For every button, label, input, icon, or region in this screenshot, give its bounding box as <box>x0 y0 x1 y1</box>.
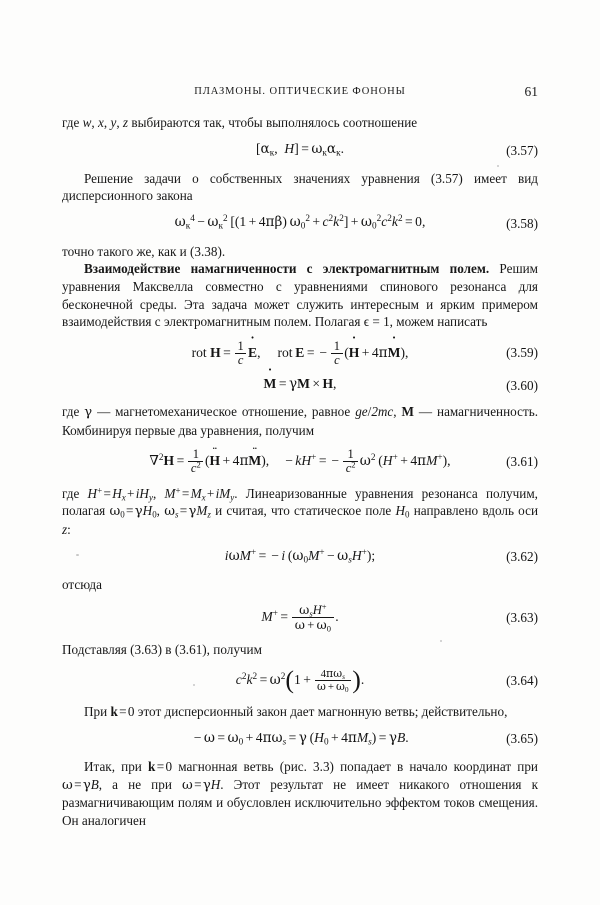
scan-speck <box>193 684 195 686</box>
equation-3-65-body: − $\omega = \omega_0 + 4\pi\omega_s = \gamma$ $(H_0 + 4\pi M_s) = \gamma B$. <box>193 729 409 747</box>
equation-3-62-tag: (3.62) <box>506 549 538 565</box>
paragraph-4-rest: Решим уравнения Максвелла совместно с уравнениями спинового резонанса для бесконечной среды. Эта задача может служить интересным и ярким примером взаимодействия с электромагнитным полем. Полагая ϵ = 1, можем написать <box>62 261 539 330</box>
paragraph-7: отсюда <box>62 577 102 593</box>
equation-3-59-tag: (3.59) <box>506 345 538 361</box>
equation-3-59 <box>62 340 538 367</box>
equation-3-61 <box>62 448 538 475</box>
paragraph-5: где γ — магнетомеханическое отношение, равное ge/2mc, M — намагниченность. Комбинируя первые два уравнения, получим <box>62 404 539 438</box>
equation-3-57-body: [$\alpha_к$, $H] = \omega_к\alpha_к$. <box>255 140 344 158</box>
running-head-title: ПЛАЗМОНЫ. ОПТИЧЕСКИЕ ФОНОНЫ <box>194 86 406 97</box>
equation-3-60-body: M ˙ = γM × H, <box>264 376 337 393</box>
equation-3-65 <box>62 729 538 749</box>
scan-speck <box>76 554 79 556</box>
equation-3-62 <box>62 547 538 567</box>
page-number: 61 <box>524 84 538 99</box>
equation-3-60-tag: (3.60) <box>506 377 538 393</box>
equation-3-57-tag: (3.57) <box>506 142 538 158</box>
equation-3-57 <box>62 141 538 161</box>
equation-3-63 <box>62 603 538 632</box>
equation-3-61-tag: (3.61) <box>506 453 538 469</box>
equation-3-63-body: M+ = $\frac{\omega_sH^+}{\omega + \omega_0}$ . <box>261 601 339 634</box>
equation-3-64-tag: (3.64) <box>506 672 538 688</box>
scan-speck <box>440 640 442 642</box>
page-content <box>62 86 538 830</box>
paragraph-4 <box>62 260 538 330</box>
equation-3-65-tag: (3.65) <box>506 730 538 746</box>
equation-3-59-body: rot H = $\frac{1}{c}$ E ˙, rot E = − $\frac{1}{c}$ (H ˙ + 4πM ˙), <box>192 340 409 367</box>
equation-3-62-body: iωM+ = − i $(\omega_0M^+ - \omega_sH^+)$; <box>224 546 376 565</box>
equation-3-60 <box>62 376 538 396</box>
equation-3-64-body: $c^2k^2 = \omega^2(1$ + $\frac{4\pi\omega_s}{\omega + \omega_0}$ ). <box>235 664 365 695</box>
equation-3-61-body: ∇$^2$H = $\frac{1}{c^2}$ (H ¨ + 4πM ¨), − kH+ = − $\frac{1}{c^2}$ $\omega^2$ (H+ + 4πM+), <box>149 448 450 475</box>
equation-3-63-tag: (3.63) <box>506 609 538 625</box>
paragraph-6: где $H^+=H_x+iH_y$, $M^+=M_x+iM_y$. Линеаризованные уравнения резонанса получим, полагая $\omega_0=\gamma H_0$, $\omega_s=\gamma M_z$ и считая, что статическое поле $H_0$ направлено вдоль оси z: <box>62 484 539 537</box>
paragraph-2: Решение задачи о собственных значениях уравнения (3.57) имеет вид дисперсионного закона <box>62 170 538 204</box>
equation-3-64 <box>62 664 538 695</box>
paragraph-3: точно такого же, как и (3.38). <box>62 243 226 259</box>
paragraph-9: При k=0 этот дисперсионный закон дает магнонную ветвь; действительно, <box>84 703 508 719</box>
equation-3-58-tag: (3.58) <box>506 215 538 231</box>
equation-3-58-body: $\omega_к^4 - \omega_к^2$ [(1 + 4πβ) $\omega_0^2 + c^2k^2] + \omega_0^2c^2k^2 = 0$, <box>174 213 426 231</box>
section-run-in-heading: Взаимодействие намагниченности с электромагнитным полем. <box>84 261 490 277</box>
paragraph-1: где w, x, y, z выбираются так, чтобы выполнялось соотношение <box>62 115 418 130</box>
running-head <box>62 86 538 108</box>
scan-speck <box>497 165 499 167</box>
paragraph-10: Итак, при k=0 магнонная ветвь (рис. 3.3) попадает в начало координат при ω=γB, а не при ω=γH. Этот результат не имеет никакого отношения к размагничивающим полям и обусловлен исключительно эффектом токов смещения. Он аналогичен <box>62 759 538 828</box>
paragraph-8: Подставляя (3.63) в (3.61), получим <box>62 642 262 658</box>
equation-3-58 <box>62 214 538 234</box>
